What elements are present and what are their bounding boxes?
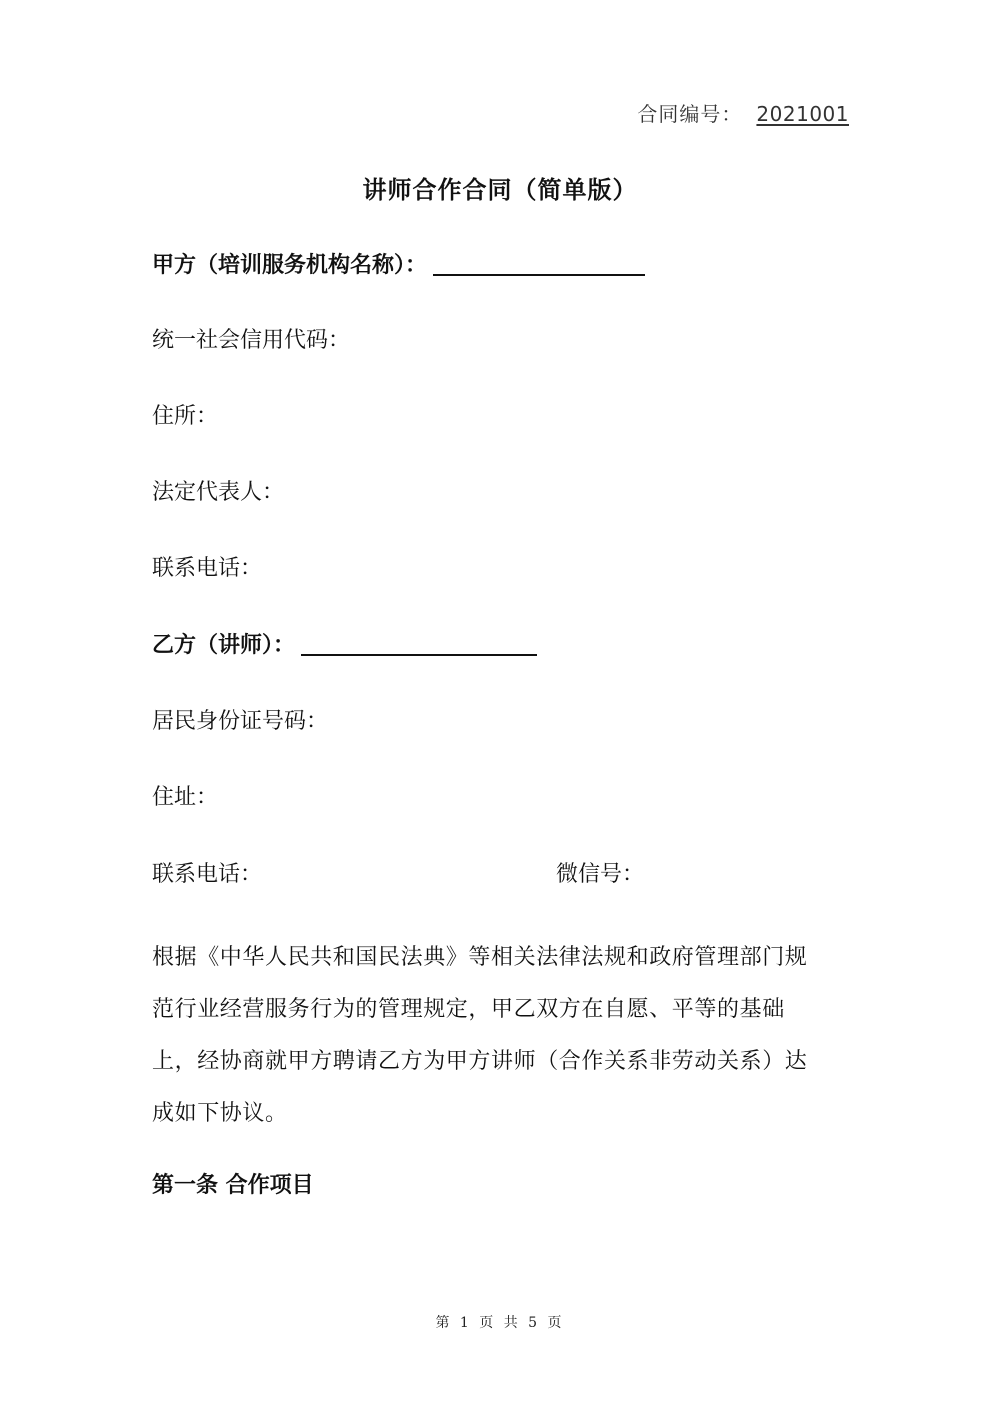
party-a-address: 住所：: [152, 404, 219, 429]
party-a-name-blank[interactable]: [433, 252, 645, 276]
preamble-paragraph: [152, 932, 852, 1140]
party-a-label: 甲方（培训服务机构名称）：: [152, 253, 428, 278]
party-b-line: [152, 630, 537, 662]
party-a-credit-code: 统一社会信用代码：: [152, 328, 351, 353]
preamble-line: 上，经协商就甲方聘请乙方为甲方讲师（合作关系非劳动关系）达: [152, 1049, 808, 1074]
party-b-name-blank[interactable]: [301, 632, 537, 656]
party-b-label: 乙方（讲师）：: [152, 633, 296, 658]
party-b-wechat: 微信号：: [556, 862, 645, 887]
party-b-address: 住址：: [152, 785, 219, 810]
contract-number: [637, 98, 849, 127]
preamble-line: 成如下协议。: [152, 1101, 288, 1126]
party-b-id-number: 居民身份证号码：: [152, 709, 329, 734]
party-a-line: [152, 250, 645, 282]
preamble-line: 范行业经营服务行为的管理规定，甲乙双方在自愿、平等的基础: [152, 997, 785, 1022]
preamble-line: 根据《中华人民共和国民法典》等相关法律法规和政府管理部门规: [152, 945, 808, 970]
party-b-phone: 联系电话：: [152, 862, 263, 887]
party-a-phone: 联系电话：: [152, 556, 263, 581]
page-number-footer: 第 1 页 共 5 页: [435, 1315, 565, 1331]
party-a-legal-rep: 法定代表人：: [152, 480, 285, 505]
document-title: 讲师合作合同（简单版）: [362, 176, 638, 204]
contract-number-label: 合同编号：: [637, 102, 743, 126]
article-1-heading: 第一条 合作项目: [152, 1173, 314, 1198]
contract-number-value: 2021001: [756, 102, 849, 126]
